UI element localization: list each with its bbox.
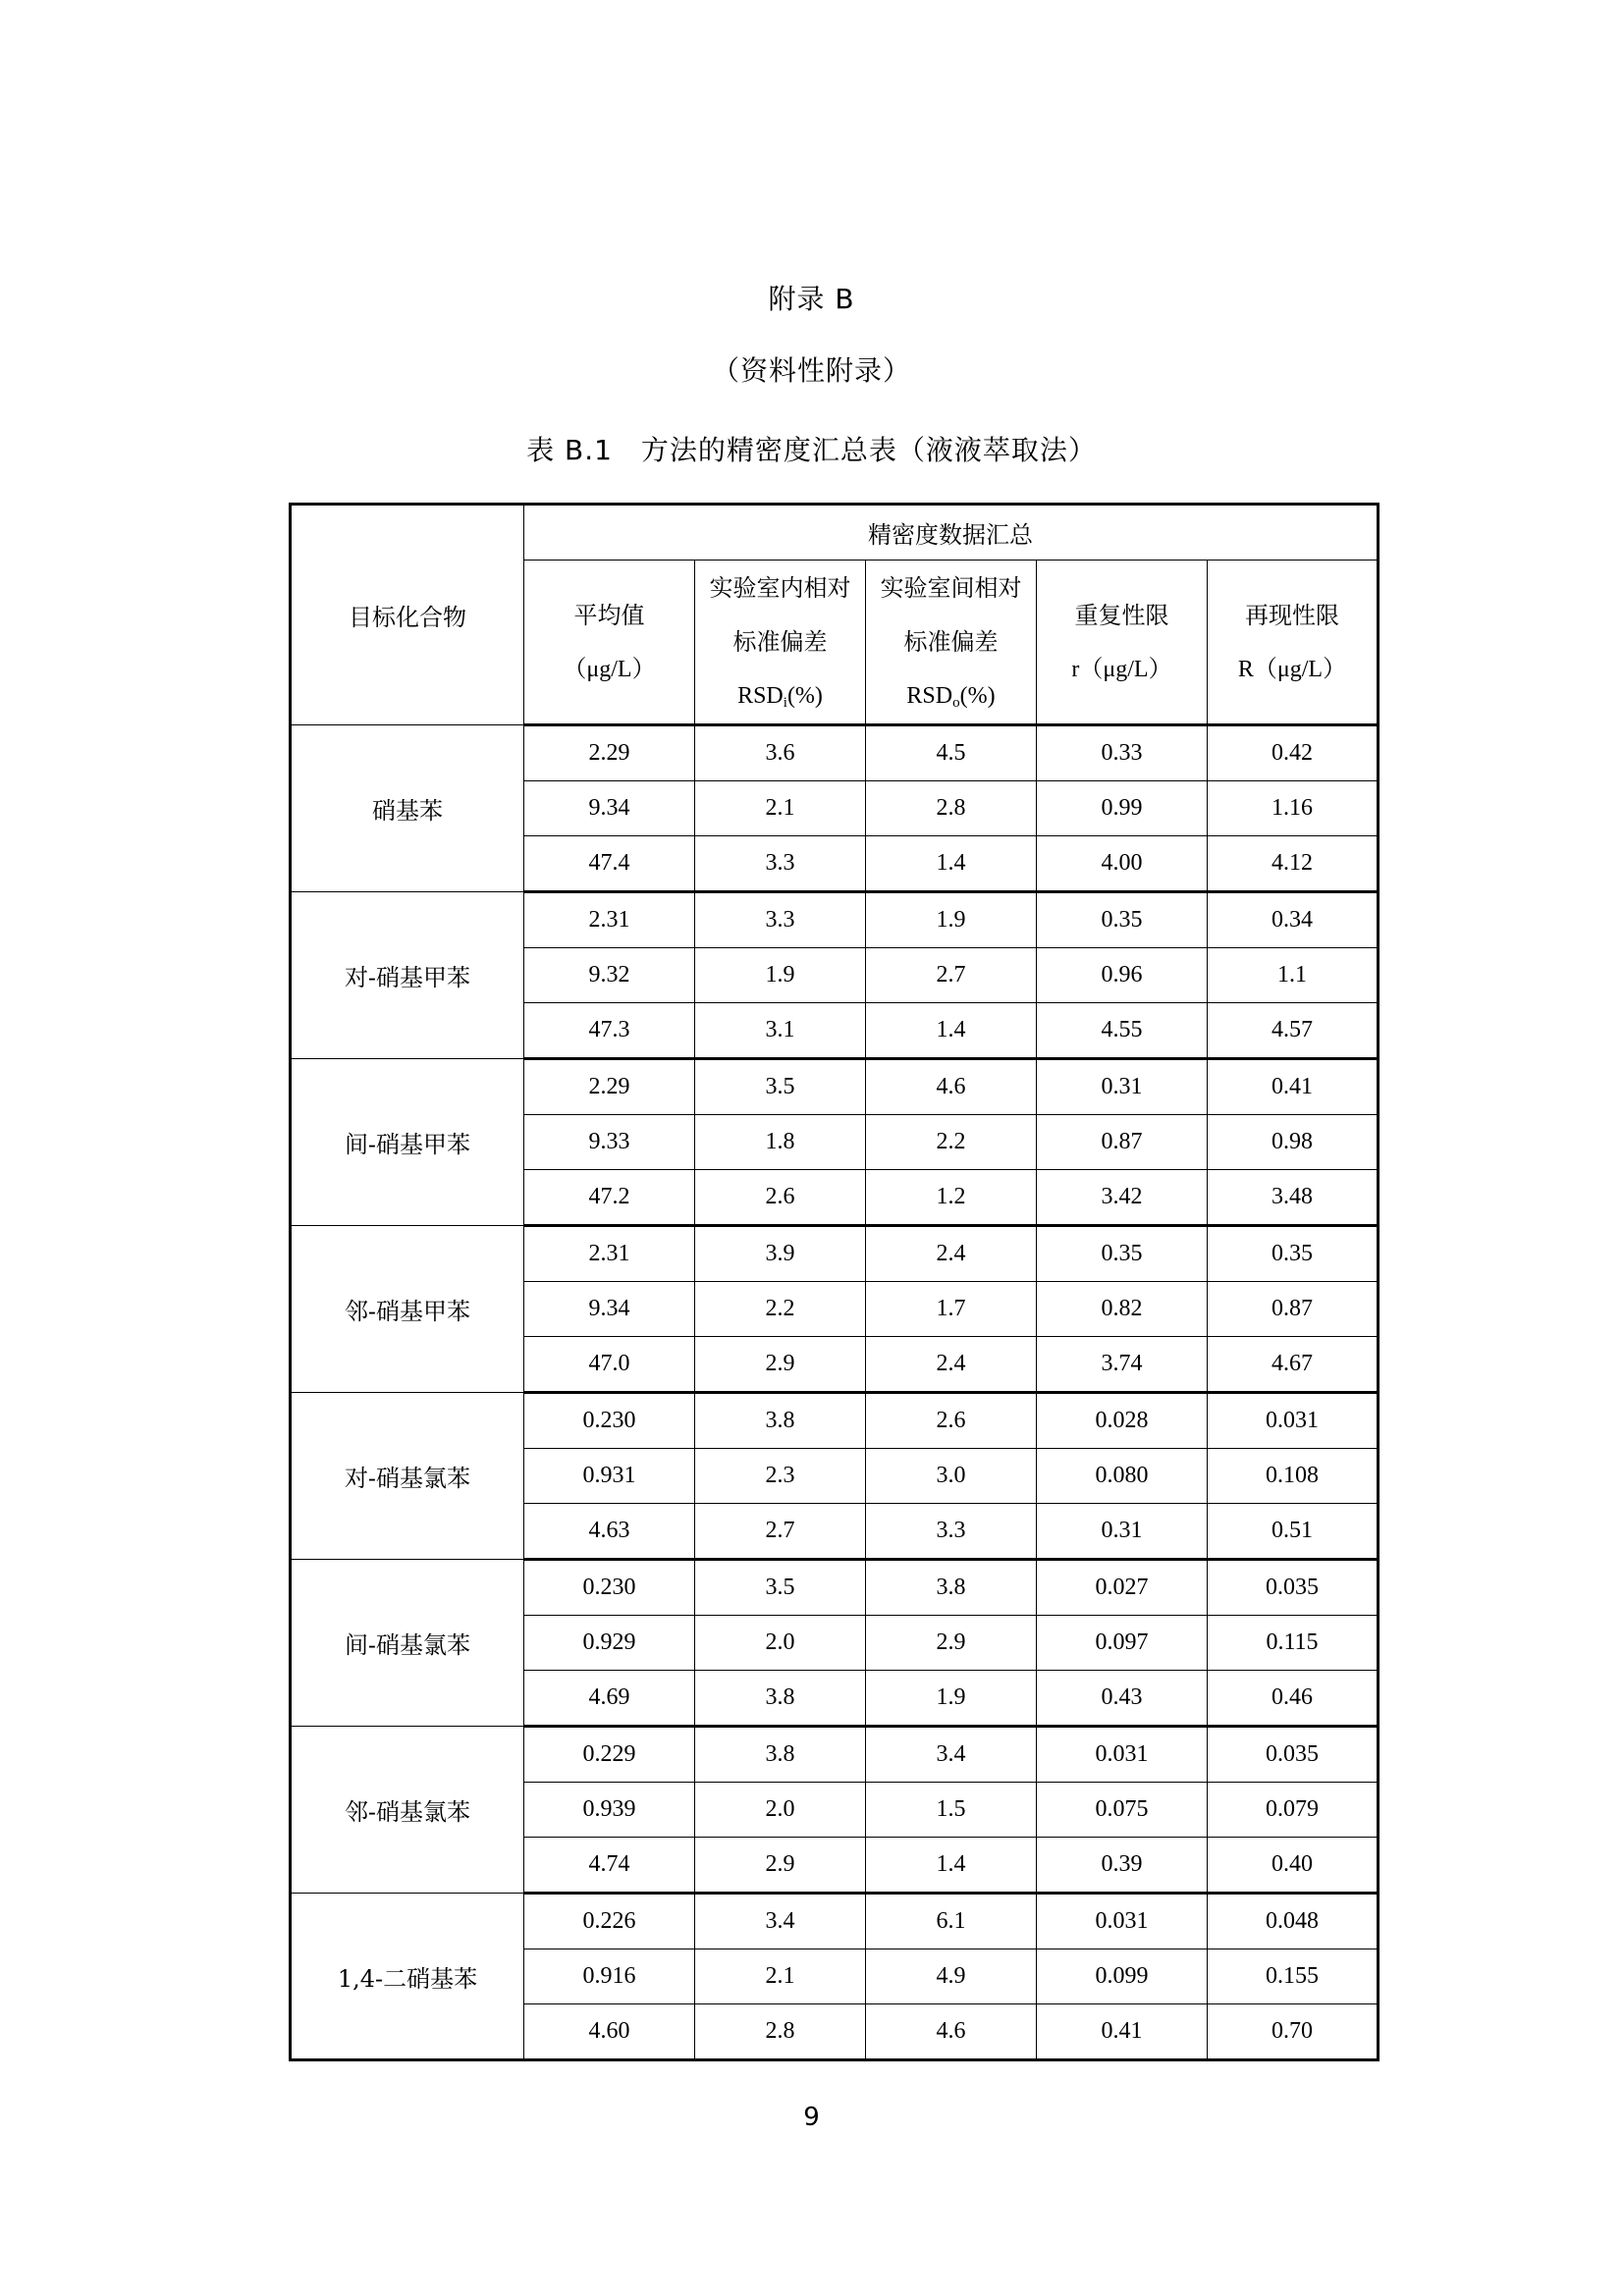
rsdi-cell: 3.4 — [695, 1894, 866, 1949]
rsdo-cell: 2.6 — [866, 1393, 1037, 1449]
reproducibility-cell: 0.87 — [1208, 1282, 1379, 1337]
rsdi-cell: 2.9 — [695, 1838, 866, 1894]
mean-cell: 0.230 — [524, 1560, 695, 1616]
header-rsdo-line2: 标准偏差 — [903, 628, 999, 656]
rsdo-cell: 2.7 — [866, 948, 1037, 1003]
rsdi-cell: 3.8 — [695, 1671, 866, 1727]
rsdi-cell: 2.2 — [695, 1282, 866, 1337]
mean-cell: 47.3 — [524, 1003, 695, 1059]
header-rsdo-tail: (%) — [959, 683, 996, 709]
header-rsdo-line1: 实验室间相对 — [880, 574, 1022, 602]
rsdi-cell: 2.1 — [695, 1949, 866, 2004]
rsdo-cell: 1.7 — [866, 1282, 1037, 1337]
table-row — [291, 1226, 1379, 1282]
compound-name: 1,4-二硝基苯 — [291, 1894, 524, 2060]
header-mean — [524, 561, 695, 725]
rsdo-cell: 3.0 — [866, 1449, 1037, 1504]
header-r-line1: 重复性限 — [1074, 601, 1169, 629]
rsdi-cell: 3.5 — [695, 1560, 866, 1616]
header-rsdi — [695, 561, 866, 725]
mean-cell: 4.69 — [524, 1671, 695, 1727]
rsdo-cell: 1.9 — [866, 1671, 1037, 1727]
repeatability-cell: 0.33 — [1037, 725, 1208, 781]
page-number: 9 — [803, 2103, 820, 2132]
compound-name: 间-硝基氯苯 — [291, 1560, 524, 1727]
header-r-line2: r（μg/L） — [1071, 656, 1172, 682]
reproducibility-cell: 1.16 — [1208, 781, 1379, 836]
header-compound-label: 目标化合物 — [349, 604, 466, 631]
rsdo-cell: 3.8 — [866, 1560, 1037, 1616]
reproducibility-cell: 0.048 — [1208, 1894, 1379, 1949]
repeatability-cell: 0.35 — [1037, 892, 1208, 948]
reproducibility-cell: 0.115 — [1208, 1616, 1379, 1671]
reproducibility-cell: 0.42 — [1208, 725, 1379, 781]
header-rsdi-line3 — [737, 683, 823, 709]
mean-cell: 47.4 — [524, 836, 695, 892]
table-row — [291, 1894, 1379, 1949]
rsdo-cell: 2.8 — [866, 781, 1037, 836]
compound-name: 邻-硝基氯苯 — [291, 1727, 524, 1894]
reproducibility-cell: 1.1 — [1208, 948, 1379, 1003]
rsdo-cell: 4.5 — [866, 725, 1037, 781]
mean-cell: 9.34 — [524, 1282, 695, 1337]
rsdi-cell: 2.9 — [695, 1337, 866, 1393]
rsdi-cell: 3.8 — [695, 1727, 866, 1783]
mean-cell: 4.74 — [524, 1838, 695, 1894]
rsdo-cell: 1.4 — [866, 1003, 1037, 1059]
header-rsdi-tail: (%) — [786, 683, 823, 709]
repeatability-cell: 0.39 — [1037, 1838, 1208, 1894]
rsdo-cell: 4.6 — [866, 1059, 1037, 1115]
repeatability-cell: 3.42 — [1037, 1170, 1208, 1226]
rsdi-cell: 2.8 — [695, 2004, 866, 2060]
header-rsdi-line2: 标准偏差 — [732, 628, 828, 656]
header-R-line1: 再现性限 — [1245, 601, 1339, 629]
mean-cell: 4.63 — [524, 1504, 695, 1560]
mean-cell: 2.31 — [524, 1226, 695, 1282]
rsdo-cell: 2.9 — [866, 1616, 1037, 1671]
mean-cell: 0.939 — [524, 1783, 695, 1838]
rsdi-cell: 1.8 — [695, 1115, 866, 1170]
header-rsdi-sub: i — [783, 695, 787, 711]
table-row — [291, 1560, 1379, 1616]
repeatability-cell: 0.028 — [1037, 1393, 1208, 1449]
repeatability-cell: 0.43 — [1037, 1671, 1208, 1727]
rsdi-cell: 3.5 — [695, 1059, 866, 1115]
header-mean-line1: 平均值 — [573, 601, 645, 629]
rsdo-cell: 1.5 — [866, 1783, 1037, 1838]
reproducibility-cell: 0.34 — [1208, 892, 1379, 948]
header-rsdo-main: RSD — [906, 683, 953, 709]
header-rsdi-line1: 实验室内相对 — [709, 574, 851, 602]
reproducibility-cell: 3.48 — [1208, 1170, 1379, 1226]
mean-cell: 0.229 — [524, 1727, 695, 1783]
repeatability-cell: 4.00 — [1037, 836, 1208, 892]
mean-cell: 2.29 — [524, 1059, 695, 1115]
rsdo-cell: 2.4 — [866, 1226, 1037, 1282]
reproducibility-cell: 0.035 — [1208, 1727, 1379, 1783]
repeatability-cell: 3.74 — [1037, 1337, 1208, 1393]
mean-cell: 4.60 — [524, 2004, 695, 2060]
reproducibility-cell: 0.079 — [1208, 1783, 1379, 1838]
repeatability-cell: 0.097 — [1037, 1616, 1208, 1671]
repeatability-cell: 0.87 — [1037, 1115, 1208, 1170]
rsdi-cell: 2.0 — [695, 1783, 866, 1838]
compound-name: 对-硝基甲苯 — [291, 892, 524, 1059]
header-R-line2: R（μg/L） — [1237, 656, 1347, 682]
rsdo-cell: 2.2 — [866, 1115, 1037, 1170]
rsdi-cell: 3.1 — [695, 1003, 866, 1059]
repeatability-cell: 0.080 — [1037, 1449, 1208, 1504]
repeatability-cell: 4.55 — [1037, 1003, 1208, 1059]
reproducibility-cell: 0.031 — [1208, 1393, 1379, 1449]
reproducibility-cell: 0.46 — [1208, 1671, 1379, 1727]
header-rsdi-main: RSD — [737, 683, 784, 709]
repeatability-cell: 0.031 — [1037, 1894, 1208, 1949]
header-rsdo — [866, 561, 1037, 725]
rsdi-cell: 3.3 — [695, 892, 866, 948]
reproducibility-cell: 0.35 — [1208, 1226, 1379, 1282]
table-body — [291, 725, 1379, 2060]
repeatability-cell: 0.027 — [1037, 1560, 1208, 1616]
mean-cell: 47.2 — [524, 1170, 695, 1226]
precision-table — [289, 503, 1380, 2061]
mean-cell: 0.916 — [524, 1949, 695, 2004]
rsdi-cell: 3.9 — [695, 1226, 866, 1282]
rsdo-cell: 4.6 — [866, 2004, 1037, 2060]
reproducibility-cell: 4.67 — [1208, 1337, 1379, 1393]
compound-name: 邻-硝基甲苯 — [291, 1226, 524, 1393]
table-row — [291, 725, 1379, 781]
table-row — [291, 1059, 1379, 1115]
reproducibility-cell: 0.40 — [1208, 1838, 1379, 1894]
compound-name: 间-硝基甲苯 — [291, 1059, 524, 1226]
repeatability-cell: 0.35 — [1037, 1226, 1208, 1282]
mean-cell: 0.929 — [524, 1616, 695, 1671]
reproducibility-cell: 0.41 — [1208, 1059, 1379, 1115]
mean-cell: 9.32 — [524, 948, 695, 1003]
rsdo-cell: 3.4 — [866, 1727, 1037, 1783]
rsdi-cell: 3.3 — [695, 836, 866, 892]
rsdi-cell: 2.0 — [695, 1616, 866, 1671]
repeatability-cell: 0.075 — [1037, 1783, 1208, 1838]
reproducibility-cell: 4.12 — [1208, 836, 1379, 892]
reproducibility-cell: 0.51 — [1208, 1504, 1379, 1560]
compound-name: 对-硝基氯苯 — [291, 1393, 524, 1560]
rsdo-cell: 4.9 — [866, 1949, 1037, 2004]
repeatability-cell: 0.41 — [1037, 2004, 1208, 2060]
reproducibility-cell: 0.70 — [1208, 2004, 1379, 2060]
repeatability-cell: 0.099 — [1037, 1949, 1208, 2004]
header-rsdo-sub: o — [952, 695, 960, 711]
mean-cell: 9.34 — [524, 781, 695, 836]
header-group — [524, 505, 1379, 561]
mean-cell: 0.226 — [524, 1894, 695, 1949]
rsdo-cell: 1.4 — [866, 836, 1037, 892]
appendix-subtitle: （资料性附录） — [711, 354, 911, 387]
rsdo-cell: 6.1 — [866, 1894, 1037, 1949]
rsdi-cell: 1.9 — [695, 948, 866, 1003]
rsdi-cell: 3.8 — [695, 1393, 866, 1449]
rsdi-cell: 2.3 — [695, 1449, 866, 1504]
table-row — [291, 1727, 1379, 1783]
compound-name: 硝基苯 — [291, 725, 524, 892]
repeatability-cell: 0.82 — [1037, 1282, 1208, 1337]
rsdo-cell: 1.2 — [866, 1170, 1037, 1226]
rsdo-cell: 2.4 — [866, 1337, 1037, 1393]
mean-cell: 0.931 — [524, 1449, 695, 1504]
reproducibility-cell: 0.108 — [1208, 1449, 1379, 1504]
rsdo-cell: 1.9 — [866, 892, 1037, 948]
appendix-title: 附录 B — [768, 283, 855, 315]
header-mean-line2: （μg/L） — [563, 656, 656, 682]
table-caption: 表 B.1 方法的精密度汇总表（液液萃取法） — [526, 434, 1097, 466]
header-repeatability — [1037, 561, 1208, 725]
mean-cell: 0.230 — [524, 1393, 695, 1449]
mean-cell: 9.33 — [524, 1115, 695, 1170]
reproducibility-cell: 0.035 — [1208, 1560, 1379, 1616]
mean-cell: 2.29 — [524, 725, 695, 781]
header-compound — [291, 505, 524, 725]
repeatability-cell: 0.99 — [1037, 781, 1208, 836]
reproducibility-cell: 0.98 — [1208, 1115, 1379, 1170]
rsdi-cell: 2.6 — [695, 1170, 866, 1226]
rsdo-cell: 1.4 — [866, 1838, 1037, 1894]
repeatability-cell: 0.31 — [1037, 1059, 1208, 1115]
table-row — [291, 1393, 1379, 1449]
rsdi-cell: 2.7 — [695, 1504, 866, 1560]
reproducibility-cell: 4.57 — [1208, 1003, 1379, 1059]
repeatability-cell: 0.031 — [1037, 1727, 1208, 1783]
reproducibility-cell: 0.155 — [1208, 1949, 1379, 2004]
mean-cell: 2.31 — [524, 892, 695, 948]
rsdi-cell: 2.1 — [695, 781, 866, 836]
rsdo-cell: 3.3 — [866, 1504, 1037, 1560]
rsdi-cell: 3.6 — [695, 725, 866, 781]
repeatability-cell: 0.96 — [1037, 948, 1208, 1003]
header-rsdo-line3 — [906, 683, 995, 709]
header-group-label: 精密度数据汇总 — [868, 521, 1033, 549]
mean-cell: 47.0 — [524, 1337, 695, 1393]
header-reproducibility — [1208, 561, 1379, 725]
table-row — [291, 892, 1379, 948]
repeatability-cell: 0.31 — [1037, 1504, 1208, 1560]
